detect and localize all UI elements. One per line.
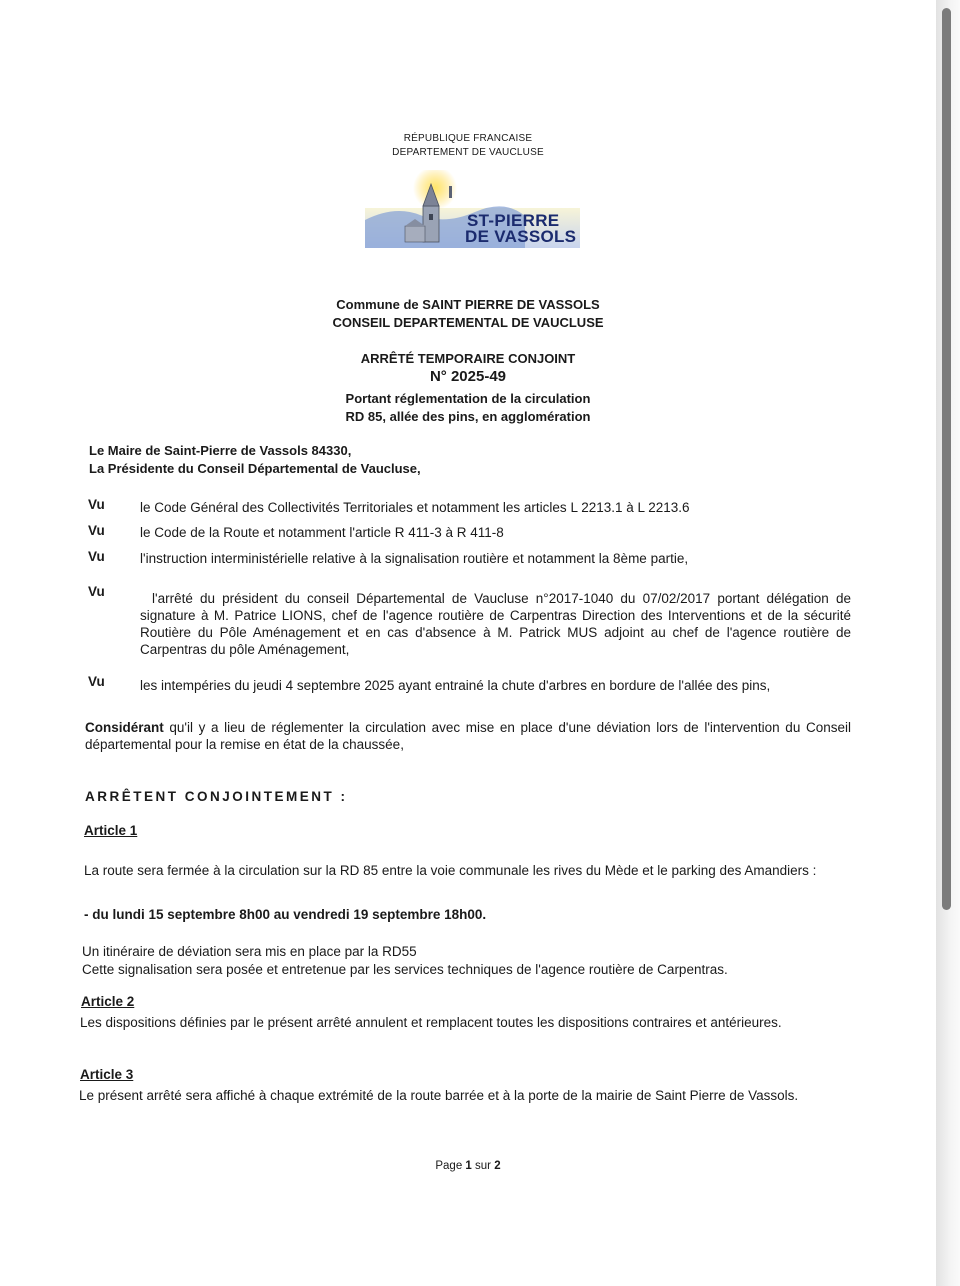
signatory-presidente: La Présidente du Conseil Départemental de Vaucluse, <box>89 461 421 476</box>
article-2-text: Les dispositions définies par le présent arrêté annulent et remplacent toutes les dispositions contraires et antérieures. <box>80 1015 782 1030</box>
page-current: 1 <box>465 1160 472 1172</box>
authority-conseil: CONSEIL DEPARTEMENTAL DE VAUCLUSE <box>332 315 604 330</box>
article-3-heading: Article 3 <box>80 1067 134 1082</box>
article-1-text: La route sera fermée à la circulation sur la RD 85 entre la voie communale les rives du Mède et le parking des Amandiers : <box>84 863 817 878</box>
header-departement: DEPARTEMENT DE VAUCLUSE <box>392 147 544 158</box>
vu-label: Vu <box>88 674 105 689</box>
vu-item: l'arrêté du président du conseil Départemental de Vaucluse n°2017-1040 du 07/02/2017 portant délégation de signature à M. Patrice LIONS, chef de l'agence routière de Carpentras Direction des Interventions et de la sécurité Routière du Pôle Aménagement et en cas d'absence à M. Patrick MUS adjoint au chef de l'agence routière de Carpentras du pôle Aménagement, <box>140 591 851 657</box>
article-1-deviation: Un itinéraire de déviation sera mis en place par la RD55 <box>82 944 417 959</box>
considerant-label: Considérant <box>85 720 164 735</box>
arrete-subject-2: RD 85, allée des pins, en agglomération <box>345 409 591 424</box>
vu-label: Vu <box>88 584 105 599</box>
arrete-subject-1: Portant réglementation de la circulation <box>345 391 591 406</box>
vu-label: Vu <box>88 549 105 564</box>
arrete-type: ARRÊTÉ TEMPORAIRE CONJOINT <box>360 351 576 366</box>
arrete-number: N° 2025-49 <box>429 368 507 385</box>
vu-label: Vu <box>88 497 105 512</box>
signatory-maire: Le Maire de Saint-Pierre de Vassols 84330, <box>89 443 352 458</box>
authority-commune: Commune de SAINT PIERRE DE VASSOLS <box>336 297 600 312</box>
header-republique: RÉPUBLIQUE FRANCAISE <box>403 133 533 144</box>
arretent-heading: ARRÊTENT CONJOINTEMENT : <box>85 789 348 804</box>
vu-item: le Code de la Route et notamment l'article R 411-3 à R 411-8 <box>140 525 504 540</box>
page-prefix: Page <box>435 1160 463 1172</box>
article-1-signalisation: Cette signalisation sera posée et entretenue par les services techniques de l'agence routière de Carpentras. <box>82 962 728 977</box>
article-3-text: Le présent arrêté sera affiché à chaque extrémité de la route barrée et à la porte de la mairie de Saint Pierre de Vassols. <box>79 1088 799 1103</box>
page-total: 2 <box>494 1160 501 1172</box>
commune-logo <box>365 170 580 248</box>
vu-item: le Code Général des Collectivités Territoriales et notamment les articles L 2213.1 à L 2213.6 <box>140 500 690 515</box>
page-mid: sur <box>475 1160 492 1172</box>
considerant-text: qu'il y a lieu de réglementer la circulation avec mise en place d'une déviation lors de l'intervention du Conseil départemental pour la remise en état de la chaussée, <box>85 720 851 752</box>
vu-item: les intempéries du jeudi 4 septembre 2025 ayant entrainé la chute d'arbres en bordure de l'allée des pins, <box>140 678 771 693</box>
vu-item: l'instruction interministérielle relative à la signalisation routière et notamment la 8ème partie, <box>140 551 689 566</box>
vu-label: Vu <box>88 523 105 538</box>
logo-text-line1: ST-PIERRE <box>467 211 560 230</box>
logo-text-line2: DE VASSOLS <box>465 227 577 246</box>
scrollbar-thumb[interactable] <box>942 8 951 910</box>
page-footer <box>0 1160 936 1172</box>
article-1-heading: Article 1 <box>84 823 138 838</box>
article-1-dates: - du lundi 15 septembre 8h00 au vendredi 19 septembre 18h00. <box>84 907 487 922</box>
considerant-paragraph <box>85 719 851 753</box>
article-2-heading: Article 2 <box>81 994 135 1009</box>
